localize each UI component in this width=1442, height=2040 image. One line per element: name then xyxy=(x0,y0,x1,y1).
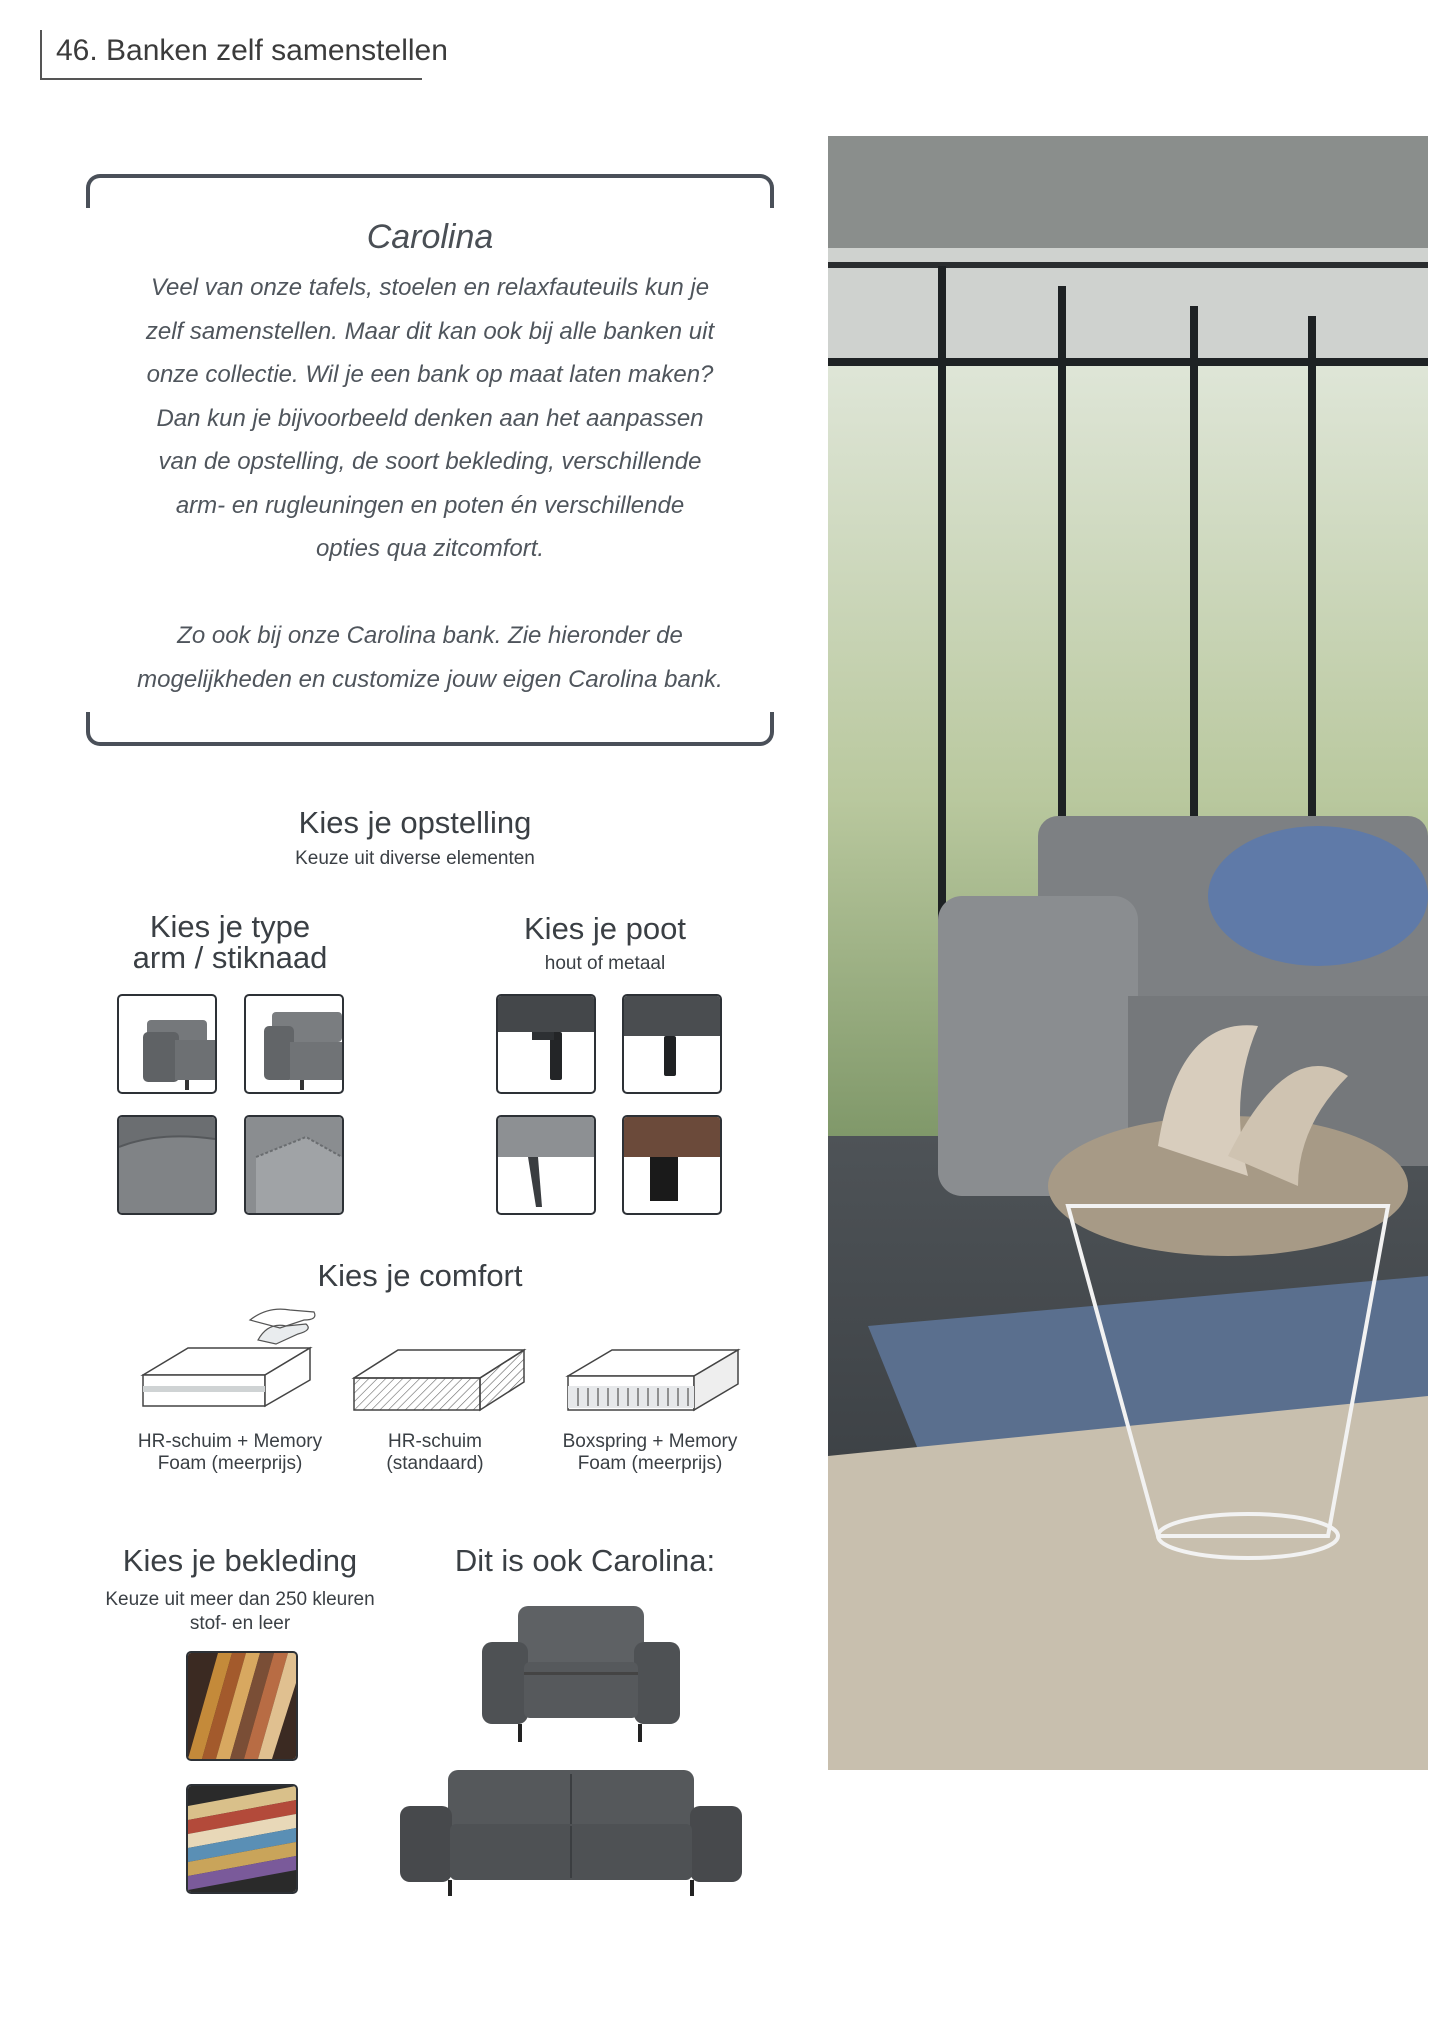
bekleding-subtitle-line: stof- en leer xyxy=(189,1613,291,1634)
opstelling-subtitle: Keuze uit diverse elementen xyxy=(295,848,535,869)
comfort-option-label xyxy=(540,1431,760,1475)
comfort-label-line: (standaard) xyxy=(386,1453,484,1474)
page-header xyxy=(40,30,448,80)
leg-option-2[interactable] xyxy=(622,994,722,1094)
arm-option-1[interactable] xyxy=(117,994,217,1094)
intro-line: Veel van onze tafels, stoelen en relaxfauteuils kun je xyxy=(150,274,710,301)
page-title: 46. Banken zelf samenstellen xyxy=(56,34,448,67)
intro-line: Dan kun je bijvoorbeeld denken aan het aanpassen xyxy=(156,404,704,432)
intro-frame-top xyxy=(86,174,774,208)
living-room-photo xyxy=(828,136,1428,1770)
poot-title: Kies je poot xyxy=(524,911,686,946)
intro-line: opties qua zitcomfort. xyxy=(315,535,545,562)
comfort-label-line: Foam (meerprijs) xyxy=(157,1453,303,1474)
comfort-option-label xyxy=(120,1431,340,1475)
leg-option-1[interactable] xyxy=(496,994,596,1094)
memory-foam-icon xyxy=(138,1300,318,1415)
intro-paragraph-2 xyxy=(90,614,770,701)
comfort-option-label xyxy=(345,1431,525,1475)
intro-frame-bottom xyxy=(86,712,774,746)
comfort-label-line: HR-schuim + Memory xyxy=(137,1431,323,1452)
intro-line: onze collectie. Wil je een bank op maat laten maken? xyxy=(146,361,714,388)
opstelling-title: Kies je opstelling xyxy=(298,805,532,840)
intro-line: mogelijkheden en customize jouw eigen Carolina bank. xyxy=(137,665,723,693)
leg-metal-icon xyxy=(624,996,720,1092)
leg-metal-icon xyxy=(498,996,594,1092)
intro-title: Carolina xyxy=(366,218,494,256)
leg-option-3[interactable] xyxy=(496,1115,596,1215)
intro-paragraph-1 xyxy=(90,266,770,571)
bekleding-subtitle-line: Keuze uit meer dan 250 kleuren xyxy=(105,1589,375,1610)
stitch-option-2[interactable] xyxy=(244,1115,344,1215)
fabric-swatch-icon xyxy=(188,1653,296,1759)
comfort-title: Kies je comfort xyxy=(317,1258,523,1293)
sofa-image xyxy=(398,1768,744,1898)
intro-line: zelf samenstellen. Maar dit kan ook bij alle banken uit xyxy=(145,317,715,345)
interior-photo xyxy=(828,136,1428,1770)
sofa-arm-icon xyxy=(119,996,215,1092)
leg-metal-icon xyxy=(498,1117,594,1213)
arm-title-line: arm / stiknaad xyxy=(132,940,328,975)
ook-title: Dit is ook Carolina: xyxy=(454,1543,716,1578)
leg-wood-icon xyxy=(624,1117,720,1213)
leg-option-4[interactable] xyxy=(622,1115,722,1215)
comfort-label-line: Foam (meerprijs) xyxy=(577,1453,723,1474)
hr-foam-icon xyxy=(350,1346,530,1416)
stitch-detail-icon xyxy=(119,1117,215,1213)
arm-option-2[interactable] xyxy=(244,994,344,1094)
sofa-arm-icon xyxy=(246,996,342,1092)
intro-line: van de opstelling, de soort bekleding, verschillende xyxy=(158,448,702,475)
intro-line: arm- en rugleuningen en poten én verschillende xyxy=(175,491,685,519)
comfort-label-line: HR-schuim xyxy=(388,1431,482,1452)
armchair-image xyxy=(478,1602,684,1744)
bekleding-subtitle xyxy=(90,1588,390,1636)
stitch-option-1[interactable] xyxy=(117,1115,217,1215)
leather-swatch-icon xyxy=(188,1786,296,1892)
arm-title-line: Kies je type xyxy=(149,909,311,944)
comfort-label-line: Boxspring + Memory xyxy=(562,1431,738,1452)
arm-title xyxy=(90,911,370,973)
poot-subtitle: hout of metaal xyxy=(544,953,666,974)
fabric-swatches[interactable] xyxy=(186,1651,298,1761)
stitch-detail-icon xyxy=(246,1117,342,1213)
boxspring-icon xyxy=(564,1346,744,1416)
leather-swatches[interactable] xyxy=(186,1784,298,1894)
intro-line: Zo ook bij onze Carolina bank. Zie hieronder de xyxy=(177,622,683,649)
bekleding-title: Kies je bekleding xyxy=(122,1543,358,1578)
